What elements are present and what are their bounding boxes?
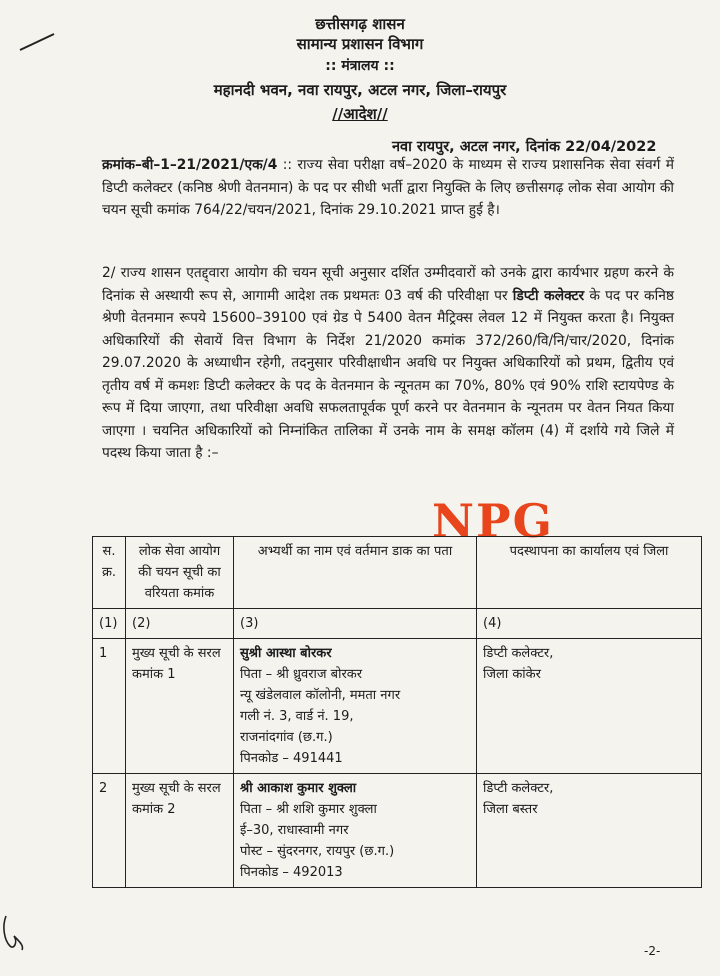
candidate-name: सुश्री आस्था बोरकर xyxy=(240,646,332,661)
office-address: महानदी भवन, नवा रायपुर, अटल नगर, जिला–रायपुर xyxy=(213,81,507,99)
row-posting xyxy=(477,639,702,774)
row-rank: मुख्य सूची के सरल कमांक 1 xyxy=(126,639,234,774)
address-line: पिता – श्री शशि कुमार शुक्ला xyxy=(240,802,377,817)
reference-number: क्रमांक–बी–1–21/2021/एक/4 xyxy=(102,157,278,173)
address-line: ई–30, राधास्वामी नगर xyxy=(240,823,349,838)
col-number: (2) xyxy=(126,609,234,639)
department-name: सामान्य प्रशासन विभाग xyxy=(296,35,424,53)
paragraph-1-text: :: राज्य सेवा परीक्षा वर्ष–2020 के माध्यम से राज्य प्रशासनिक सेवा संवर्ग में डिप्टी कलेक्टर (कनिष्ठ श्रेणी वेतनमान) के पद पर सीधी भर्ती द्वारा नियुक्ति के लिए छत्तीसगढ़ लोक सेवा आयोग की चयन सूची कमांक 764/22/चयन/2021, दिनांक 29.10.2021 प्राप्त हुई है। xyxy=(102,157,675,218)
address-line: पिनकोड – 492013 xyxy=(240,865,343,880)
header-candidate: अभ्यर्थी का नाम एवं वर्तमान डाक का पता xyxy=(234,537,477,609)
posting-line: डिप्टी कलेक्टर, xyxy=(483,646,554,661)
table-row xyxy=(93,639,702,774)
row-candidate xyxy=(234,774,477,888)
row-sno: 1 xyxy=(93,639,126,774)
signature-mark xyxy=(0,912,30,952)
office-name: :: मंत्रालय :: xyxy=(325,58,395,74)
row-candidate xyxy=(234,639,477,774)
paragraph-2-post: डिप्टी कलेक्टर xyxy=(512,287,585,304)
header-sno: स. क्र. xyxy=(93,537,126,609)
table-column-numbers xyxy=(93,609,702,639)
govt-name: छत्तीसगढ़ शासन xyxy=(315,15,405,33)
row-posting xyxy=(477,774,702,888)
posting-line: जिला बस्तर xyxy=(483,802,538,817)
posting-line: जिला कांकेर xyxy=(483,667,541,682)
paragraph-2-text-b: के पद पर कनिष्ठ श्रेणी वेतनमान रूपये 15600–39100 एवं ग्रेड पे 5400 वेतन मैट्रिक्स लेवल 12 में नियुक्त करता है। नियुक्त अधिकारियों की सेवायें वित्त विभाग के निर्देश 21/2020 कमांक 372/260/वि/नि/चार/2020, दिनांक 29.07.2020 के अध्याधीन रहेगी, तदनुसार परिवीक्षाधीन अवधि पर नियुक्त अधिकारियों को प्रथम, द्वितीय एवं तृतीय वर्ष में कमशः डिप्टी कलेक्टर के पद के वेतनमान के न्यूनतम का 70%, 80% एवं 90% राशि स्टायपेण्ड के रूप में दिया जाएगा, तथा परिवीक्षा अवधि सफलतापूर्वक पूर्ण करने पर वेतनमान के न्यूनतम पर वेतन नियत किया जाएगा । चयनित अधिकारियों को निम्नांकित तालिका में उनके नाम के समक्ष कॉलम (4) में दर्शाये गये जिले में पदस्थ किया जाता है :– xyxy=(102,287,674,461)
address-line: पोस्ट – सुंदरनगर, रायपुर (छ.ग.) xyxy=(240,844,395,859)
candidate-name: श्री आकाश कुमार शुक्ला xyxy=(240,781,357,796)
table-header-row xyxy=(93,537,702,609)
address-line: पिता – श्री ध्रुवराज बोरकर xyxy=(240,667,363,682)
address-line: न्यू खंडेलवाल कॉलोनी, ममता नगर xyxy=(240,688,401,703)
row-rank: मुख्य सूची के सरल कमांक 2 xyxy=(126,774,234,888)
paragraph-1 xyxy=(102,154,674,222)
order-heading: //आदेश// xyxy=(332,105,388,123)
col-number: (3) xyxy=(234,609,477,639)
address-line: राजनांदगांव (छ.ग.) xyxy=(240,730,333,745)
paragraph-2 xyxy=(102,262,674,465)
page-number: -2- xyxy=(644,944,661,958)
posting-table xyxy=(92,536,702,888)
header-rank: लोक सेवा आयोग की चयन सूची का वरियता कमांक xyxy=(126,537,234,609)
row-sno: 2 xyxy=(93,774,126,888)
npg-watermark: NPG xyxy=(432,494,554,548)
posting-line: डिप्टी कलेक्टर, xyxy=(483,781,554,796)
col-number: (1) xyxy=(93,609,126,639)
address-line: पिनकोड – 491441 xyxy=(240,751,343,766)
paragraph-2-text-a: 2/ राज्य शासन एतद्द्वारा आयोग की चयन सूची अनुसार दर्शित उम्मीदवारों को उनके द्वारा कार्यभार ग्रहण करने के दिनांक से अस्थायी रूप से, आगामी आदेश तक प्रथमतः 03 वर्ष की परिवीक्षा पर xyxy=(102,265,674,304)
dateline: नवा रायपुर, अटल नगर, दिनांक 22/04/2022 xyxy=(392,139,657,155)
table-row xyxy=(93,774,702,888)
address-line: गली नं. 3, वार्ड नं. 19, xyxy=(240,709,354,724)
header-posting: पदस्थापना का कार्यालय एवं जिला xyxy=(477,537,702,609)
col-number: (4) xyxy=(477,609,702,639)
